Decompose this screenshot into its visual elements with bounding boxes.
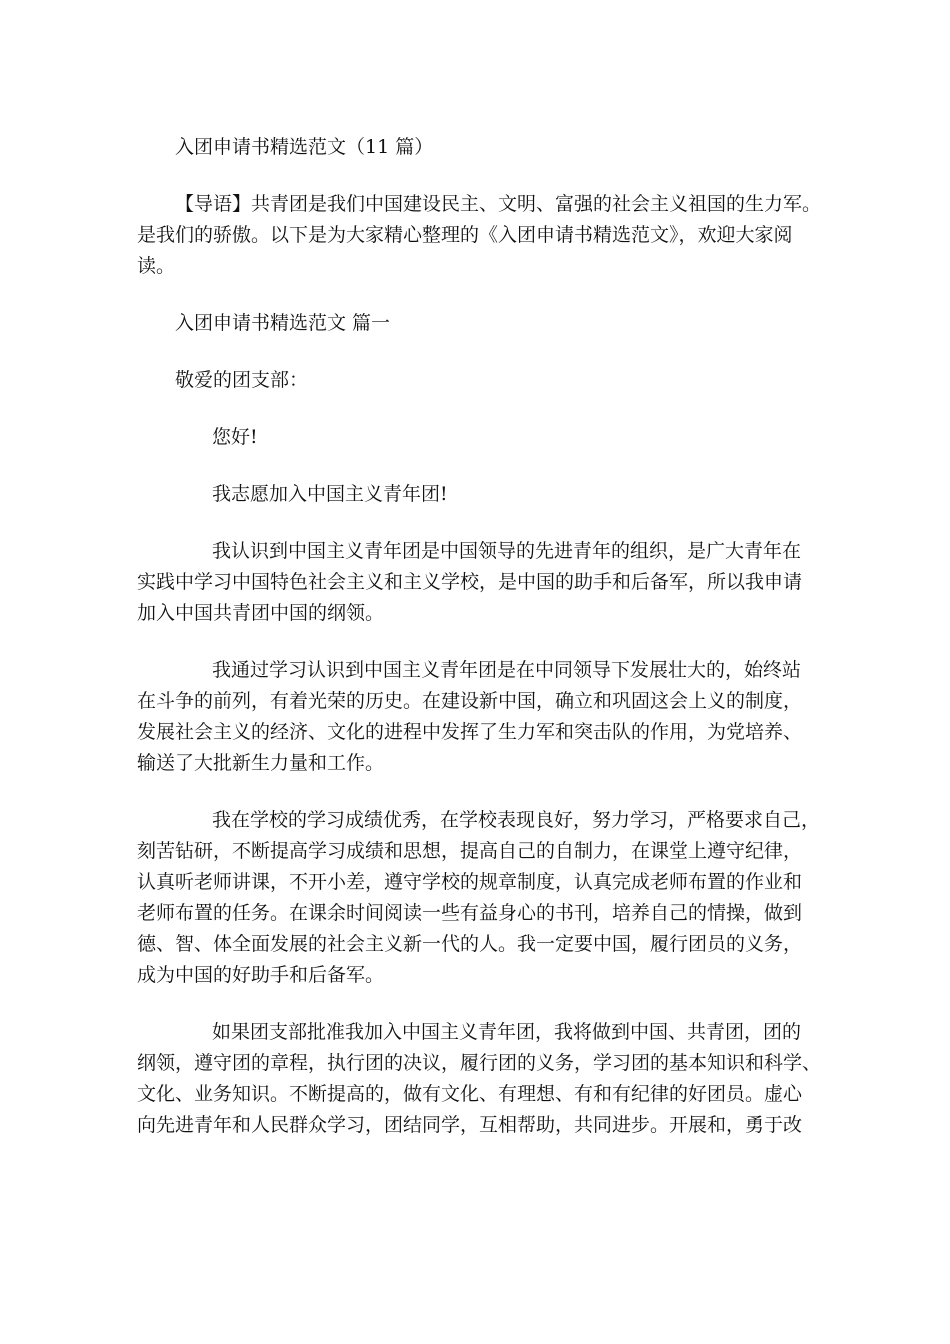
- body-paragraph-3: [137, 805, 822, 991]
- salutation-block: [137, 365, 822, 396]
- section-heading-block: [137, 308, 822, 339]
- paragraph-line: 在斗争的前列，有着光荣的历史。在建设新中国，确立和巩固这会上义的制度，: [137, 690, 803, 712]
- body-paragraph-2: [137, 655, 822, 779]
- greeting-block: [137, 422, 822, 453]
- paragraph-line: 我认识到中国主义青年团是中国领导的先进青年的组织，是广大青年在: [212, 540, 802, 562]
- document-title: 入团申请书精选范文（11 篇）: [175, 136, 434, 158]
- paragraph-line: 文化、业务知识。不断提高的，做有文化、有理想、有和有纪律的好团员。虚心: [137, 1083, 803, 1105]
- paragraph-line: 加入中国共青团中国的纲领。: [137, 602, 385, 624]
- paragraph-line: 实践中学习中国特色社会主义和主义学校，是中国的助手和后备军，所以我申请: [137, 571, 803, 593]
- document-title-block: [137, 132, 822, 163]
- intro-line: 是我们的骄傲。以下是为大家精心整理的《入团申请书精选范文》，欢迎大家阅: [137, 224, 793, 246]
- paragraph-line: 老师布置的任务。在课余时间阅读一些有益身心的书刊，培养自己的情操，做到: [137, 902, 803, 924]
- paragraph-line: 纲领，遵守团的章程，执行团的决议，履行团的义务，学习团的基本知识和科学、: [137, 1052, 822, 1074]
- document-body: [137, 132, 822, 1167]
- salutation: 敬爱的团支部：: [175, 369, 309, 391]
- paragraph-line: 成为中国的好助手和后备军。: [137, 964, 385, 986]
- greeting: 您好!: [212, 426, 258, 448]
- paragraph-line: 向先进青年和人民群众学习，团结同学，互相帮助，共同进步。开展和，勇于改: [137, 1114, 803, 1136]
- statement: 我志愿加入中国主义青年团!: [212, 483, 448, 505]
- body-paragraph-1: [137, 536, 822, 629]
- paragraph-line: 刻苦钻研，不断提高学习成绩和思想，提高自己的自制力，在课堂上遵守纪律，: [137, 840, 803, 862]
- paragraph-line: 认真听老师讲课，不开小差，遵守学校的规章制度，认真完成老师布置的作业和: [137, 871, 803, 893]
- paragraph-line: 输送了大批新生力量和工作。: [137, 752, 385, 774]
- paragraph-line: 我通过学习认识到中国主义青年团是在中同领导下发展壮大的，始终站: [212, 659, 802, 681]
- paragraph-line: 我在学校的学习成绩优秀，在学校表现良好，努力学习，严格要求自己，: [212, 809, 821, 831]
- intro-line: 【导语】共青团是我们中国建设民主、文明、富强的社会主义祖国的生力军。: [175, 193, 822, 215]
- intro-paragraph: [137, 189, 822, 282]
- body-paragraph-4: [137, 1017, 822, 1141]
- paragraph-line: 发展社会主义的经济、文化的进程中发挥了生力军和突击队的作用，为党培养、: [137, 721, 803, 743]
- intro-line: 读。: [137, 255, 176, 277]
- paragraph-line: 德、智、体全面发展的社会主义新一代的人。我一定要中国，履行团员的义务，: [137, 933, 803, 955]
- paragraph-line: 如果团支部批准我加入中国主义青年团，我将做到中国、共青团，团的: [212, 1021, 802, 1043]
- section-heading: 入团申请书精选范文 篇一: [175, 312, 391, 334]
- statement-block: [137, 479, 822, 510]
